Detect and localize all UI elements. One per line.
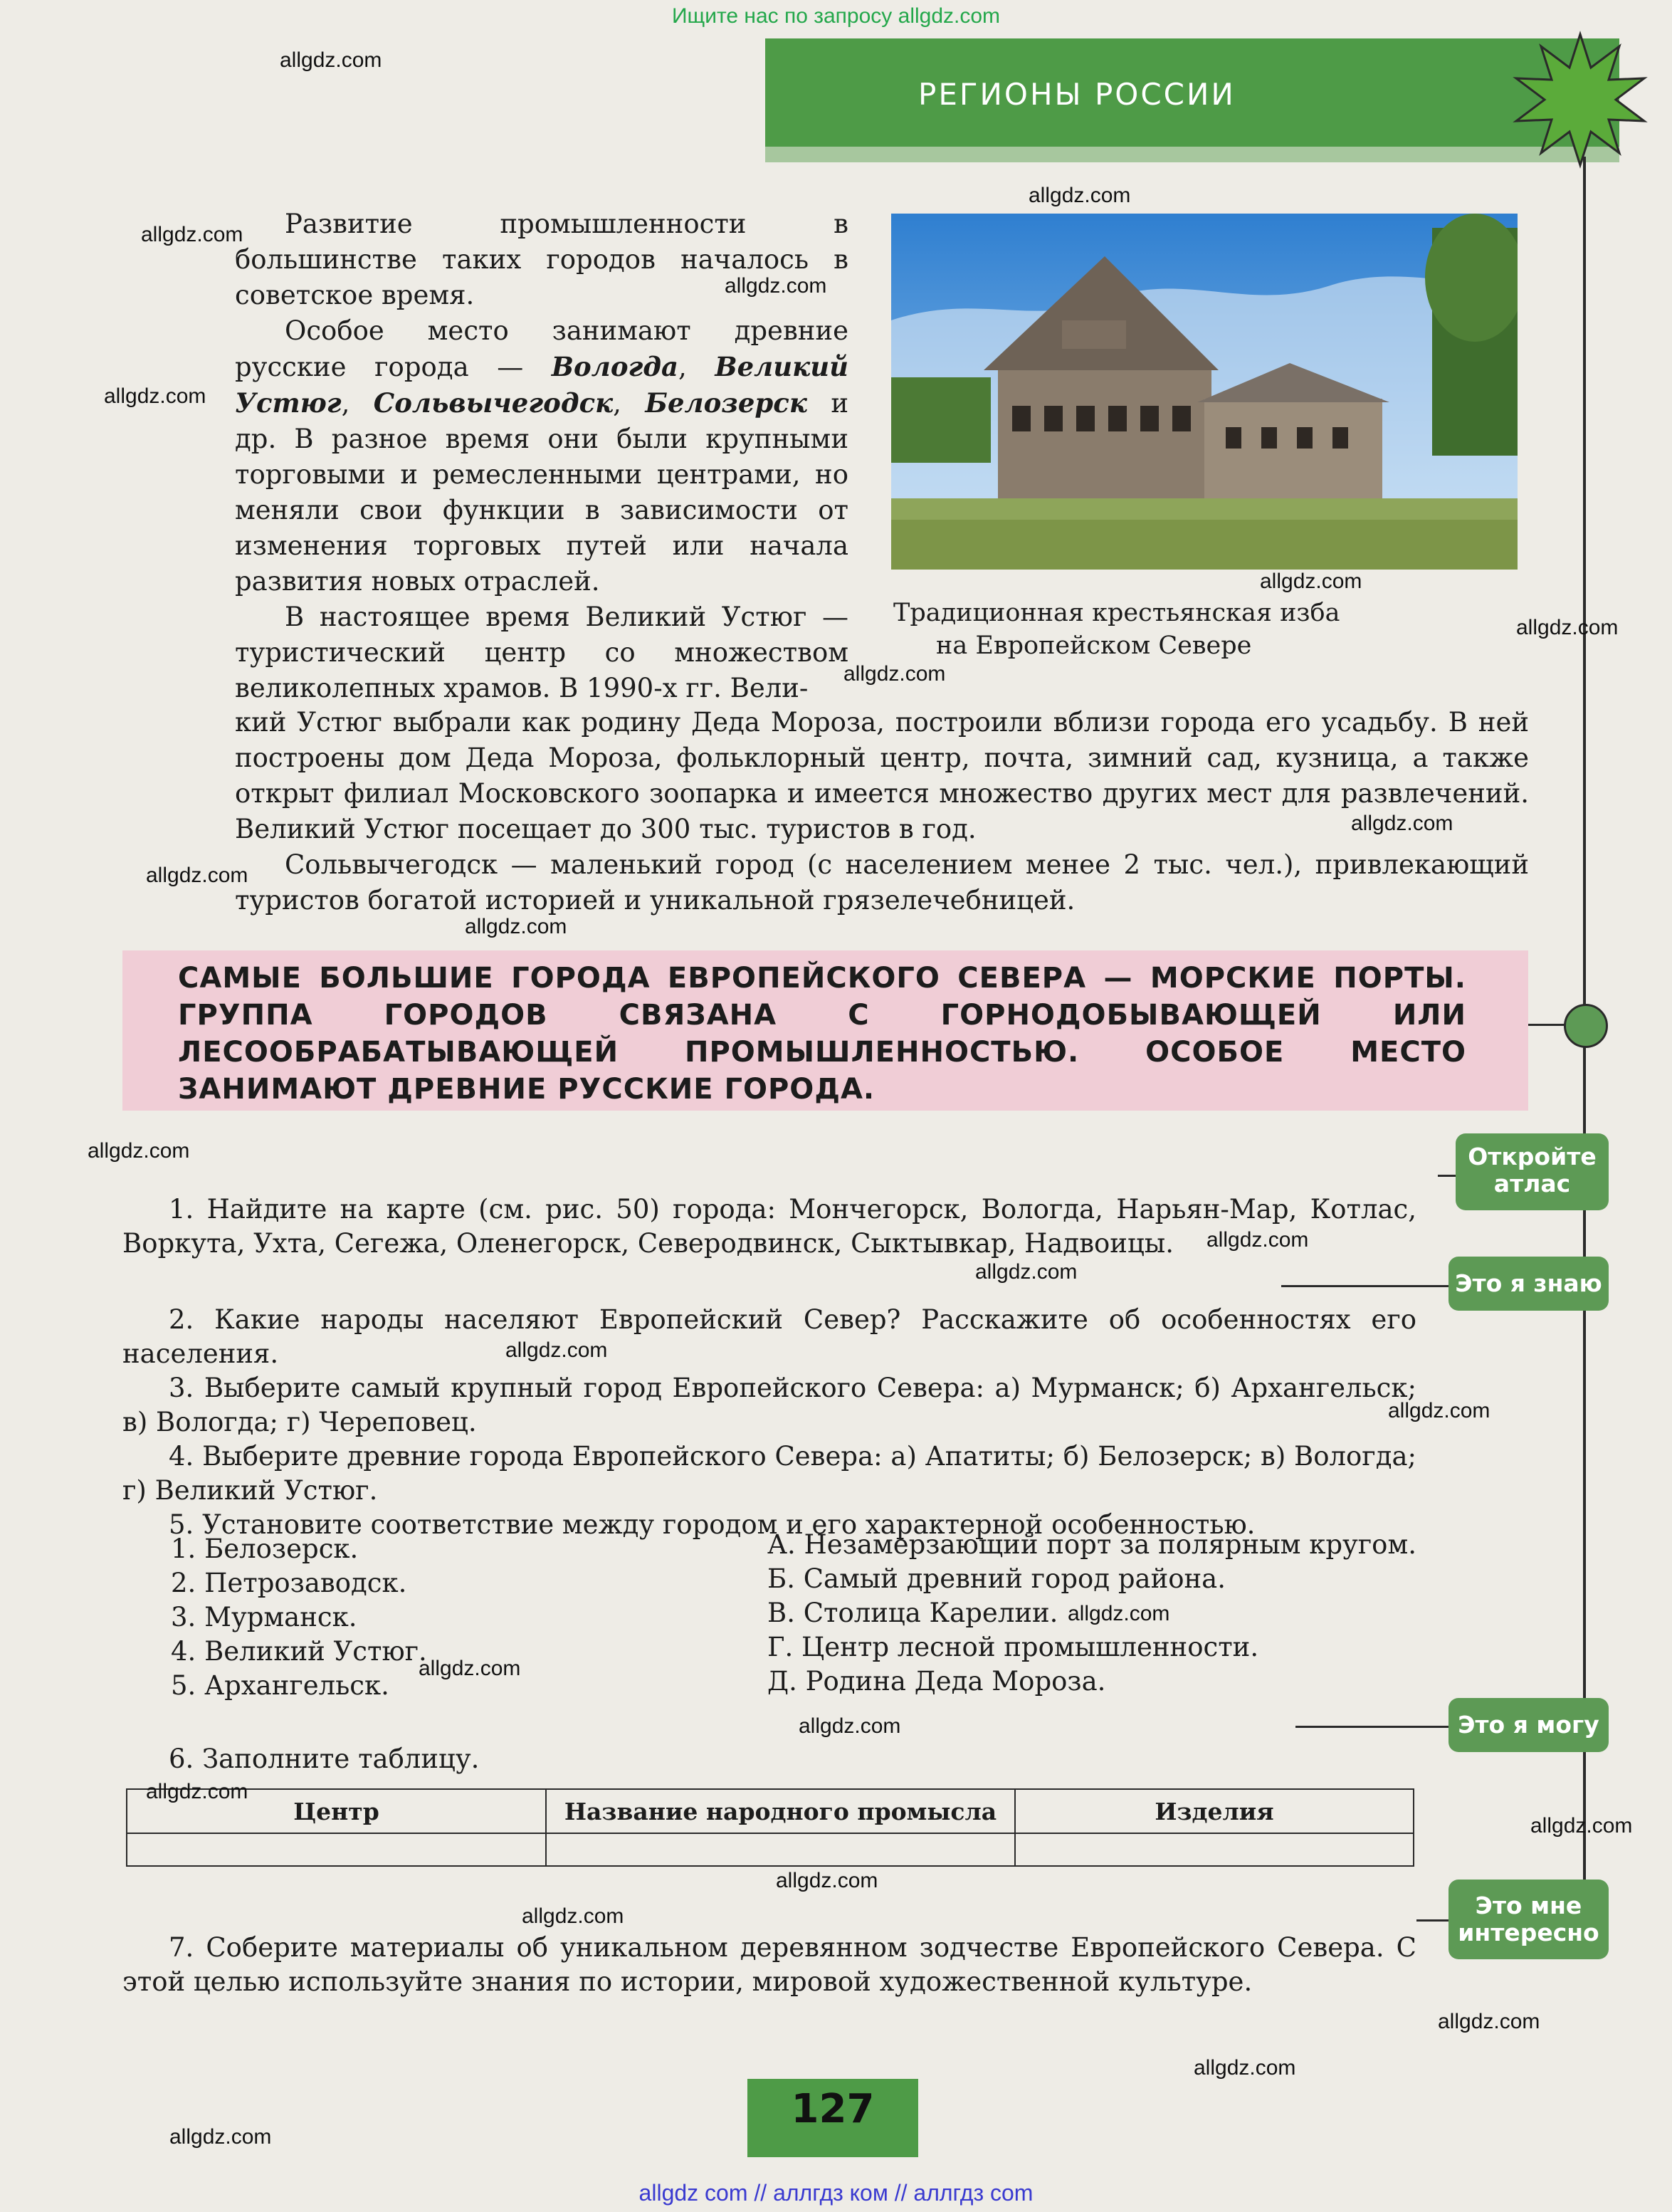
know-connector — [1281, 1285, 1452, 1287]
watermark: allgdz.com — [280, 48, 382, 72]
footer: allgdz com // аллгдз ком // аллгдз com — [638, 2180, 1034, 2206]
city-solvychegodsk: Сольвычегодск — [373, 387, 614, 419]
watermark: allgdz.com — [1068, 1602, 1170, 1625]
watermark: allgdz.com — [146, 1780, 248, 1803]
match-left-list — [171, 1532, 612, 1703]
watermark: allgdz.com — [505, 1338, 608, 1362]
watermark: allgdz.com — [975, 1260, 1078, 1284]
intro-text: и др. В разное время они были крупными торговыми и ремесленными центрами, но меняли свои функции в зависимости от изменения торговых путей или начала развития новых отраслей. — [235, 388, 848, 597]
wooden-house-photo — [891, 214, 1518, 570]
caption-line-1: Традиционная крестьянская изба — [893, 599, 1340, 627]
caption-line-2: на Европейском Севере — [936, 631, 1252, 660]
badge-line: интересно — [1458, 1919, 1599, 1946]
i-can-badge: Это я могу — [1448, 1698, 1609, 1752]
intro-text: Особое место занимают древние русские города — — [235, 315, 848, 382]
intro-paragraph-2 — [235, 313, 848, 599]
separator: , — [341, 388, 374, 419]
summary-connector — [1528, 1024, 1565, 1026]
watermark: allgdz.com — [1438, 2010, 1540, 2033]
watermark: allgdz.com — [88, 1139, 190, 1163]
table-header-cell: Центр — [127, 1789, 546, 1833]
table-header-cell: Название народного промысла — [546, 1789, 1015, 1833]
task-1-text: 1. Найдите на карте (см. рис. 50) города: Мончегорск, Вологда, Нарьян-Мар, Котлас, Воркута, Ухта, Сегежа, Оленегорск, Северодвинск, Сыктывкар, Надвоицы. — [122, 1194, 1416, 1259]
watermark: allgdz.com — [522, 1904, 624, 1928]
task-6-text: 6. Заполните таблицу. — [169, 1744, 480, 1774]
interesting-badge — [1448, 1880, 1609, 1959]
city-belozersk: Белозерск — [645, 387, 807, 419]
list-item: 5. Архангельск. — [171, 1670, 389, 1701]
table-row — [127, 1833, 1414, 1866]
intro-paragraph-3a: В настоящее время Великий Устюг — туристический центр со множеством великолепных храмов. В 1990-х гг. Вели- — [235, 602, 848, 703]
watermark: allgdz.com — [1351, 812, 1453, 835]
city-veliky-ustyug: Великий Устюг — [235, 351, 848, 419]
table-cell[interactable] — [546, 1833, 1015, 1866]
watermark: allgdz.com — [169, 2125, 272, 2149]
watermark: allgdz.com — [776, 1869, 878, 1892]
watermark: allgdz.com — [104, 384, 206, 408]
watermark: allgdz.com — [1516, 616, 1619, 639]
list-item: В. Столица Карелии. — [767, 1598, 1058, 1628]
watermark: allgdz.com — [1260, 570, 1362, 593]
task-2-5 — [122, 1303, 1416, 1542]
open-atlas-badge — [1456, 1133, 1609, 1210]
can-connector — [1295, 1726, 1452, 1728]
watermark: allgdz.com — [1194, 2056, 1296, 2080]
list-item: 1. Белозерск. — [171, 1534, 359, 1564]
table-header-row — [127, 1789, 1414, 1833]
task-2-text: 2. Какие народы населяют Европейский Север? Расскажите об особенностях его населения. — [122, 1304, 1416, 1369]
intro-paragraph-1: Развитие промышленности в большинстве таких городов началось в советское время. — [235, 209, 848, 310]
intro-paragraph-3b: кий Устюг выбрали как родину Деда Мороза, построили вблизи города его усадьбу. В ней построены дом Деда Мороза, фольклорный центр, почта, зимний сад, кузница, а также открыт филиал Московского зоопарка и имеется множество других мест для развлечений. Великий Устюг посещает до 300 тыс. туристов в год. — [235, 707, 1529, 844]
list-item: Б. Самый древний город района. — [767, 1563, 1226, 1594]
separator: , — [613, 388, 646, 419]
watermark: allgdz.com — [1206, 1228, 1309, 1252]
section-title: РЕГИОНЫ РОССИИ — [918, 77, 1236, 112]
table-header-cell: Изделия — [1015, 1789, 1414, 1833]
task-7 — [122, 1931, 1416, 1999]
watermark: allgdz.com — [1029, 184, 1131, 207]
task-5-text: 5. Установите соответствие между городом и его характерной особенностью. — [169, 1509, 1256, 1540]
watermark: allgdz.com — [799, 1714, 901, 1738]
top-banner: Ищите нас по запросу allgdz.com — [671, 4, 1001, 28]
page-number: 127 — [791, 2086, 875, 2132]
list-item: Д. Родина Деда Мороза. — [767, 1666, 1106, 1697]
intro-paragraph-4: Сольвычегодск — маленький город (с населением менее 2 тыс. чел.), привлекающий туристов богатой историей и уникальной грязелечебницей. — [235, 849, 1529, 916]
list-item: 4. Великий Устюг. — [171, 1636, 427, 1667]
watermark: allgdz.com — [146, 864, 248, 887]
task-4-text: 4. Выберите древние города Европейского Севера: а) Апатиты; б) Белозерск; в) Вологда; г) Великий Устюг. — [122, 1441, 1416, 1506]
separator: , — [678, 352, 715, 382]
watermark: allgdz.com — [1388, 1399, 1490, 1422]
badge-line: атлас — [1493, 1170, 1571, 1197]
watermark: allgdz.com — [465, 915, 567, 938]
list-item: 3. Мурманск. — [171, 1602, 357, 1632]
task-7-text: 7. Соберите материалы об уникальном деревянном зодчестве Европейского Севера. С этой целью используйте знания по истории, мировой художественной культуре. — [122, 1932, 1416, 1997]
city-vologda: Вологда — [551, 351, 679, 382]
photo-caption — [893, 597, 1392, 662]
watermark: allgdz.com — [419, 1657, 521, 1680]
list-item: Г. Центр лесной промышленности. — [767, 1632, 1259, 1662]
list-item: 2. Петрозаводск. — [171, 1568, 407, 1598]
star-icon — [1509, 28, 1651, 171]
summary-node-icon — [1564, 1004, 1608, 1048]
summary-text: САМЫЕ БОЛЬШИЕ ГОРОДА ЕВРОПЕЙСКОГО СЕВЕРА — МОРСКИЕ ПОРТЫ. ГРУППА ГОРОДОВ СВЯЗАНА С ГОРНОДОБЫВАЮЩЕЙ ИЛИ ЛЕСООБРАБАТЫВАЮЩЕЙ ПРОМЫШЛЕННОСТЬЮ. ОСОБОЕ МЕСТО ЗАНИМАЮТ ДРЕВНИЕ РУССКИЕ ГОРОДА. — [178, 962, 1466, 1106]
watermark: allgdz.com — [725, 274, 827, 298]
i-know-badge: Это я знаю — [1448, 1257, 1609, 1311]
crafts-table — [126, 1788, 1414, 1867]
interest-connector — [1416, 1919, 1452, 1922]
badge-line: Откройте — [1468, 1143, 1597, 1170]
header-strip — [765, 147, 1619, 162]
table-cell[interactable] — [127, 1833, 546, 1866]
watermark: allgdz.com — [843, 662, 946, 686]
watermark: allgdz.com — [1530, 1814, 1633, 1838]
list-item: А. Незамерзающий порт за полярным кругом. — [767, 1529, 1416, 1560]
watermark: allgdz.com — [141, 223, 243, 246]
task-3-text: 3. Выберите самый крупный город Европейского Севера: а) Мурманск; б) Архангельск; в) Вологда; г) Череповец. — [122, 1373, 1416, 1437]
intro-text-wide — [235, 705, 1529, 918]
table-cell[interactable] — [1015, 1833, 1414, 1866]
badge-line: Это мне — [1475, 1892, 1582, 1919]
